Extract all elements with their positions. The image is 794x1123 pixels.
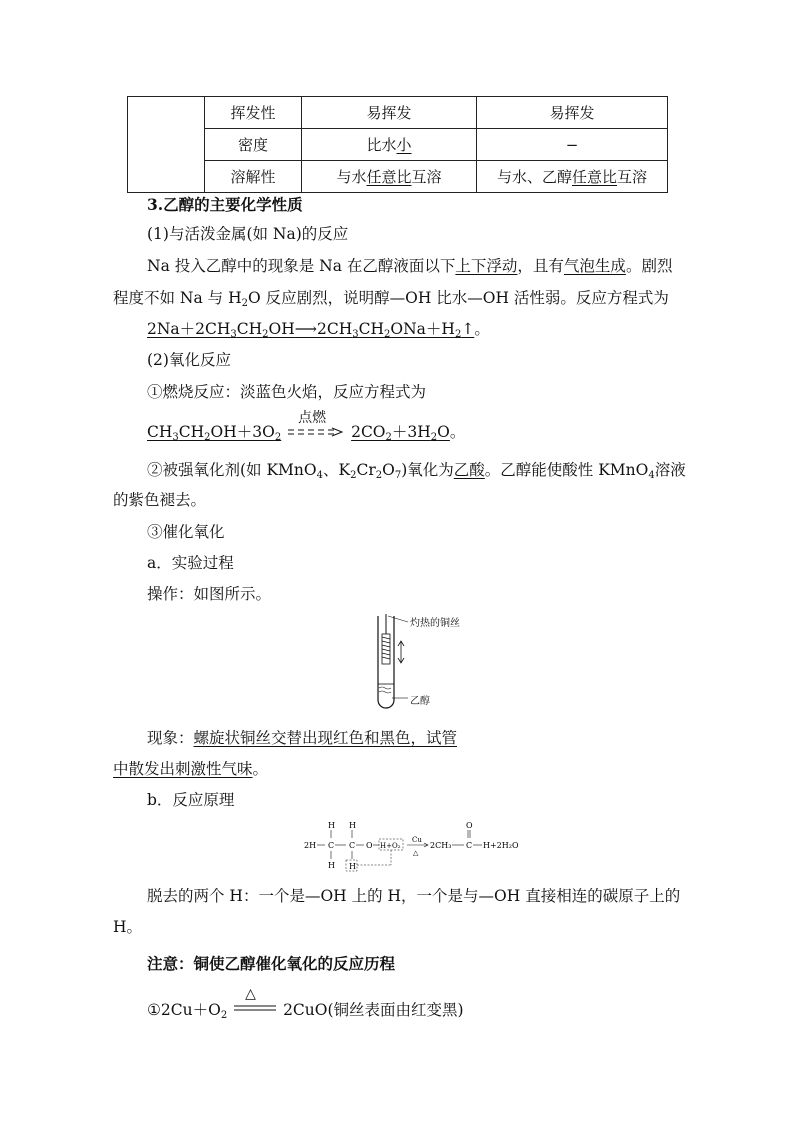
subsection-title: b．反应原理 — [147, 791, 235, 809]
mechanism-diagram — [304, 818, 534, 872]
atom-label: H — [328, 821, 335, 830]
test-tube-figure — [370, 612, 470, 712]
equation-step1: $①2Cu+O_2$ △ 2CuO(铜丝表面由红变黑) — [147, 986, 464, 1021]
paragraph-line: 现象：螺旋状铜丝交替出现红色和黑色，试管 — [147, 729, 458, 747]
svg-text:H: H — [328, 861, 335, 870]
table-cell: 易挥发 — [302, 97, 477, 129]
paragraph-line: H。 — [113, 918, 143, 936]
svg-text:C: C — [328, 841, 335, 850]
subsection-title: a．实验过程 — [147, 554, 234, 572]
properties-table — [127, 96, 668, 193]
table-empty-cell — [128, 97, 205, 193]
atom-label: C — [466, 841, 473, 850]
liquid-label: 乙醇 — [410, 696, 430, 707]
paragraph-line: ②被强氧化剂(如 KMnO$_4$、$K_2Cr_2O_7$)氧化为乙酸。乙醇能使酸性 KMnO$_4$溶液 — [147, 461, 686, 481]
product-label: H+2H₂O — [483, 841, 519, 850]
table-cell: − — [477, 129, 668, 161]
reaction-condition: 点燃 — [298, 410, 327, 426]
subsection-title: ③催化氧化 — [147, 523, 225, 541]
subsection-title: (2)氧化反应 — [147, 351, 231, 369]
atom-label: H — [349, 862, 356, 871]
paragraph-line: ①燃烧反应：淡蓝色火焰，反应方程式为 — [147, 383, 427, 401]
paragraph-line: 的紫色褪去。 — [113, 491, 207, 509]
svg-text:C: C — [349, 841, 356, 850]
catalyst-label: Cu — [412, 836, 422, 844]
atom-label: O — [466, 821, 473, 830]
paragraph-line: Na 投入乙醇中的现象是 Na 在乙醇液面以下上下浮动，且有气泡生成。剧烈 — [147, 257, 673, 275]
table-cell: 易挥发 — [477, 97, 668, 129]
equation-combustion: $CH_3CH_2OH+3O_2$ 点燃 $2CO_2+3H_2O$。 — [147, 410, 466, 443]
paragraph-line: 程度不如 Na 与 $H_2O$ 反应剧烈，说明醇—OH 比水—OH 活性弱。反应方程式为 — [113, 289, 669, 309]
reaction-mechanism-figure — [304, 818, 534, 872]
arrow-icon — [286, 420, 346, 444]
subsection-title: (1)与活泼金属(如 Na)的反应 — [147, 225, 349, 243]
atom-label: O — [366, 841, 373, 850]
atom-label: 2H — [304, 841, 317, 850]
delta-icon: △ — [413, 849, 419, 857]
table-cell: 溶解性 — [205, 161, 302, 193]
table-row — [128, 97, 668, 129]
paragraph-line: 中散发出刺激性气味。 — [113, 760, 269, 778]
reaction-arrow — [286, 410, 346, 442]
table-row — [128, 161, 668, 193]
table-cell: 与水、乙醇任意比互溶 — [477, 161, 668, 193]
table-cell: 挥发性 — [205, 97, 302, 129]
section-heading: 3.乙醇的主要化学性质 — [147, 195, 303, 214]
paragraph-line: 操作：如图所示。 — [147, 585, 272, 603]
table-row — [128, 129, 668, 161]
equals-sign-icon — [232, 1002, 278, 1016]
atom-label: H — [349, 821, 356, 830]
table-cell: 与水任意比互溶 — [302, 161, 477, 193]
delta-icon: △ — [245, 986, 256, 1002]
reaction-arrow — [232, 986, 278, 1020]
table-cell: 比水小 — [302, 129, 477, 161]
table-cell: 密度 — [205, 129, 302, 161]
paragraph-line: 脱去的两个 H：一个是—OH 上的 H，一个是与—OH 直接相连的碳原子上的 — [147, 887, 681, 905]
wire-label: 灼热的铜丝 — [410, 618, 460, 629]
note-heading: 注意：铜使乙醇催化氧化的反应历程 — [147, 954, 396, 973]
product-label: 2CH₃ — [430, 841, 452, 850]
equation-sodium: $2Na+2CH_3CH_2OH⟶2CH_3CH_2ONa+H_2↑$。 — [147, 320, 490, 340]
atom-label: H+O₂ — [380, 842, 401, 850]
